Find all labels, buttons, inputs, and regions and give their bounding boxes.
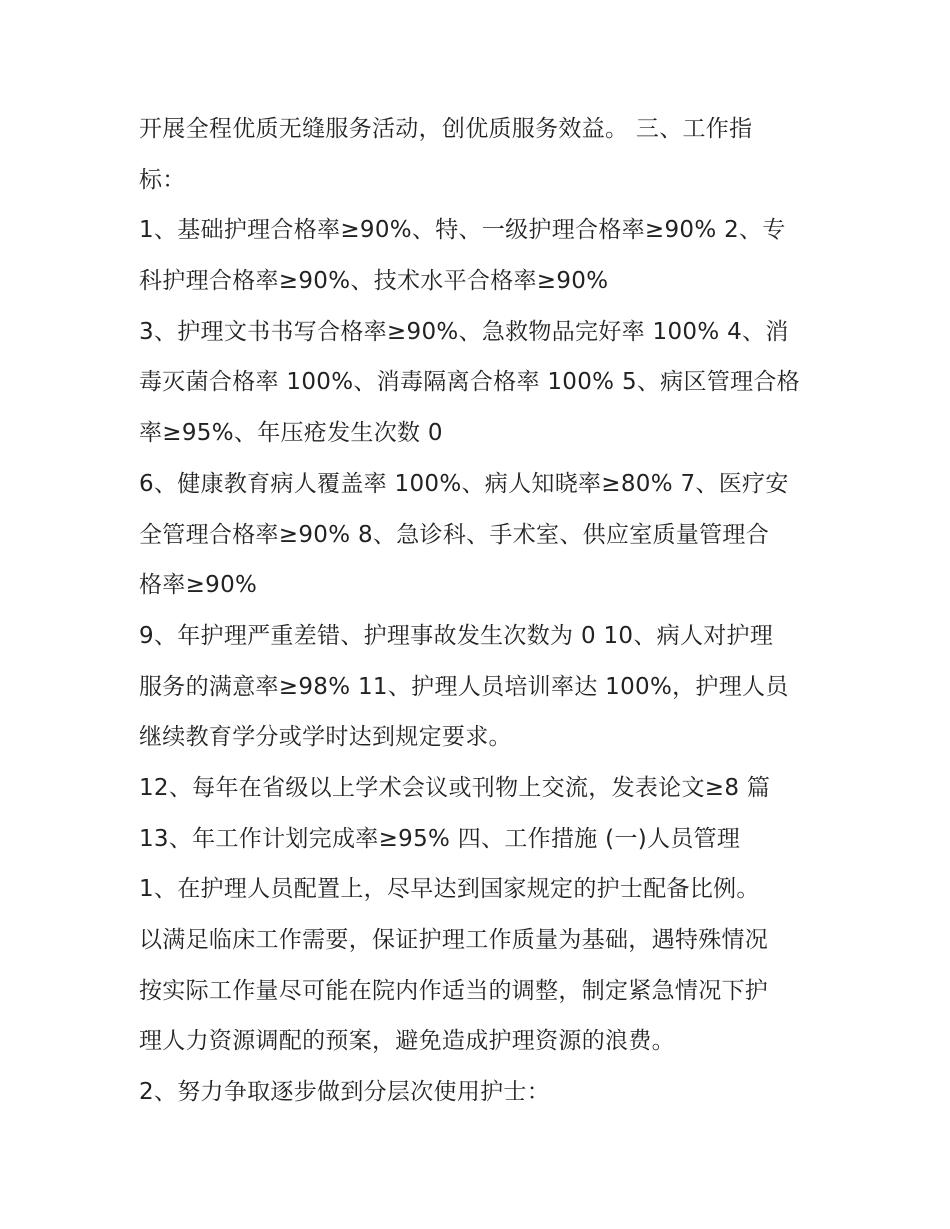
text-line: 开展全程优质无缝服务活动，创优质服务效益。 三、工作指 — [139, 116, 753, 142]
text-line: 服务的满意率≥98% 11、护理人员培训率达 100%，护理人员 — [139, 673, 789, 700]
text-line: 3、护理文书书写合格率≥90%、急救物品完好率 100% 4、消 — [139, 318, 789, 345]
text-line: 以满足临床工作需要，保证护理工作质量为基础，遇特殊情况 — [139, 927, 769, 953]
text-line: 12、每年在省级以上学术会议或刊物上交流，发表论文≥8 篇 — [139, 774, 771, 801]
text-line: 6、健康教育病人覆盖率 100%、病人知晓率≥80% 7、医疗安 — [139, 470, 789, 497]
text-line: 科护理合格率≥90%、技术水平合格率≥90% — [139, 268, 609, 295]
text-line: 1、基础护理合格率≥90%、特、一级护理合格率≥90% 2、专 — [139, 217, 786, 244]
text-line: 继续教育学分或学时达到规定要求。 — [139, 724, 512, 751]
text-line: 毒灭菌合格率 100%、消毒隔离合格率 100% 5、病区管理合格 — [139, 369, 800, 396]
text-line: 13、年工作计划完成率≥95% 四、工作措施 (一)人员管理 — [139, 825, 741, 852]
text-line: 标： — [139, 166, 186, 193]
text-line: 格率≥90% — [139, 572, 258, 599]
document-body — [139, 104, 829, 1118]
text-line: 按实际工作量尽可能在院内作适当的调整，制定紧急情况下护 — [139, 977, 769, 1004]
text-line: 1、在护理人员配置上，尽早达到国家规定的护士配备比例。 — [139, 876, 760, 903]
text-line: 9、年护理严重差错、护理事故发生次数为 0 10、病人对护理 — [139, 622, 774, 649]
text-line: 理人力资源调配的预案，避免造成护理资源的浪费。 — [139, 1028, 675, 1055]
text-line: 全管理合格率≥90% 8、急诊科、手术室、供应室质量管理合 — [139, 521, 770, 548]
text-line: 2、努力争取逐步做到分层次使用护士： — [139, 1079, 551, 1106]
text-line: 率≥95%、年压疮发生次数 0 — [139, 420, 443, 447]
